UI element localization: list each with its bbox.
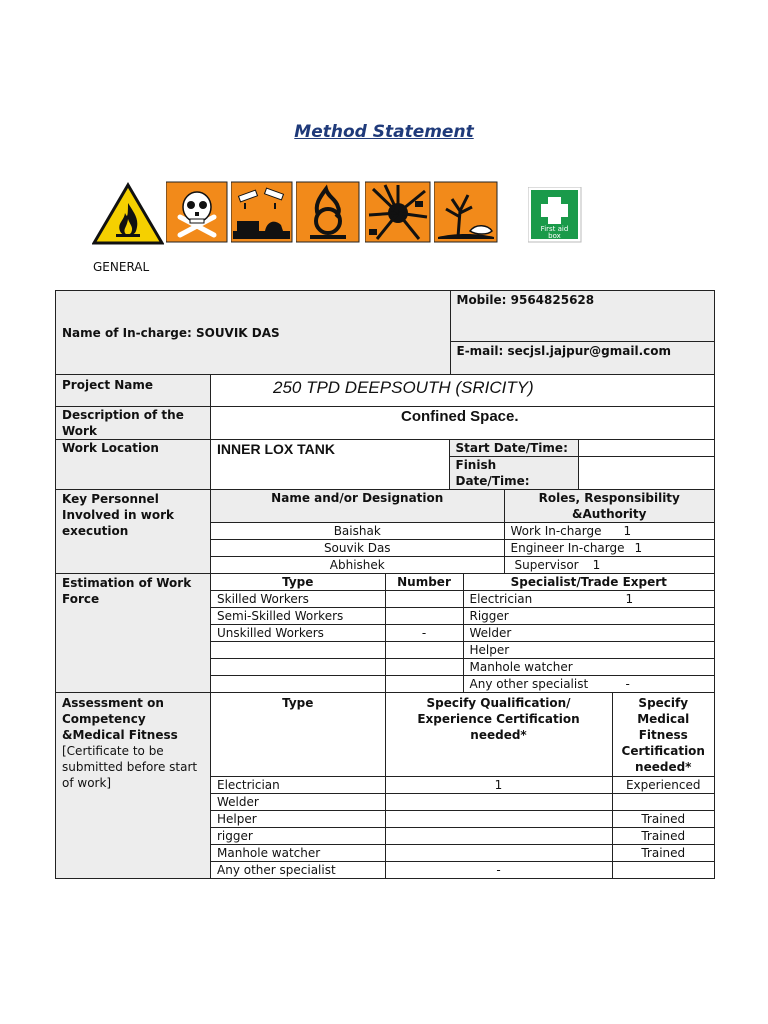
location-label: Work Location <box>56 440 211 490</box>
finish-date-label: Finish Date/Time: <box>449 457 578 490</box>
workforce-specialist: Manhole watcher <box>469 660 573 674</box>
oxidizing-icon <box>296 181 360 243</box>
workforce-type: Skilled Workers <box>211 591 385 608</box>
personnel-col-roles: Roles, Responsibility &Authority <box>504 490 714 523</box>
personnel-role: Supervisor <box>514 558 579 572</box>
workforce-specialist-count: 1 <box>625 592 634 606</box>
competency-qualification: - <box>385 861 612 878</box>
workforce-number: - <box>385 625 463 642</box>
incharge-name: Name of In-charge: SOUVIK DAS <box>56 291 450 374</box>
workforce-type <box>211 676 385 693</box>
start-date-field[interactable] <box>578 440 714 457</box>
personnel-name: Abhishek <box>211 557 504 574</box>
workforce-specialist-count: - <box>625 677 630 691</box>
start-date-label: Start Date/Time: <box>449 440 578 457</box>
personnel-count: 1 <box>634 541 643 555</box>
personnel-label: Key Personnel Involved in work execution <box>56 490 211 574</box>
project-label: Project Name <box>56 375 211 407</box>
workforce-col-number: Number <box>385 574 463 591</box>
workforce-number <box>385 608 463 625</box>
competency-medical: Trained <box>612 810 714 827</box>
workforce-col-type: Type <box>211 574 385 591</box>
personnel-count: 1 <box>623 524 632 538</box>
incharge-mobile: Mobile: 9564825628 <box>456 293 595 307</box>
competency-type: Helper <box>211 810 385 827</box>
workforce-specialist: Welder <box>469 626 512 640</box>
competency-qualification <box>385 844 612 861</box>
competency-type: Any other specialist <box>211 861 385 878</box>
competency-type: Welder <box>211 793 385 810</box>
workforce-number <box>385 659 463 676</box>
workforce-specialist: Rigger <box>469 609 509 623</box>
competency-col-qualification: Specify Qualification/ Experience Certification needed* <box>385 693 612 776</box>
workforce-specialist: Helper <box>469 643 510 657</box>
competency-col-type: Type <box>211 693 385 776</box>
competency-qualification: 1 <box>385 776 612 793</box>
page-title: Method Statement <box>294 122 474 142</box>
workforce-number <box>385 591 463 608</box>
competency-label: Assessment on Competency &Medical Fitness [Certificate to be submitted before start of work] <box>56 693 211 879</box>
flammable-icon <box>92 181 164 245</box>
competency-type: rigger <box>211 827 385 844</box>
description-value: Confined Space. <box>211 407 715 440</box>
competency-medical: Trained <box>612 827 714 844</box>
workforce-type <box>211 642 385 659</box>
competency-qualification <box>385 827 612 844</box>
project-value: 250 TPD DEEPSOUTH (SRICITY) <box>211 375 715 407</box>
general-label: GENERAL <box>93 260 150 274</box>
personnel-name: Baishak <box>211 523 504 540</box>
workforce-type: Semi-Skilled Workers <box>211 608 385 625</box>
explosive-icon <box>365 181 431 243</box>
toxic-icon <box>166 181 228 243</box>
personnel-name: Souvik Das <box>211 540 504 557</box>
personnel-col-name: Name and/or Designation <box>211 490 504 523</box>
location-value: INNER LOX TANK <box>211 440 449 489</box>
competency-medical: Trained <box>612 844 714 861</box>
workforce-type <box>211 659 385 676</box>
incharge-block <box>56 291 715 375</box>
workforce-type: Unskilled Workers <box>211 625 385 642</box>
workforce-col-specialist: Specialist/Trade Expert <box>463 574 714 591</box>
description-label: Description of the Work <box>56 407 211 440</box>
competency-qualification <box>385 793 612 810</box>
workforce-label: Estimation of Work Force <box>56 574 211 693</box>
competency-medical: Experienced <box>612 776 714 793</box>
method-statement-form <box>55 290 715 879</box>
personnel-count: 1 <box>592 558 601 572</box>
personnel-role: Engineer In-charge <box>510 541 625 555</box>
incharge-email: E-mail: secjsl.jajpur@gmail.com <box>450 341 714 374</box>
competency-type: Electrician <box>211 776 385 793</box>
personnel-role: Work In-charge <box>510 524 602 538</box>
competency-col-medical: Specify Medical Fitness Certification needed* <box>612 693 714 776</box>
corrosive-icon <box>231 181 293 243</box>
workforce-specialist: Any other specialist <box>469 677 589 691</box>
first-aid-text-1: First aid <box>540 225 569 233</box>
first-aid-text-2: box <box>548 232 561 240</box>
competency-medical <box>612 793 714 810</box>
environmental-hazard-icon <box>434 181 498 243</box>
competency-qualification <box>385 810 612 827</box>
competency-type: Manhole watcher <box>211 844 385 861</box>
finish-date-field[interactable] <box>578 457 714 490</box>
workforce-number <box>385 642 463 659</box>
first-aid-box-icon <box>528 187 582 243</box>
workforce-number <box>385 676 463 693</box>
workforce-specialist: Electrician <box>469 592 533 606</box>
competency-medical <box>612 861 714 878</box>
